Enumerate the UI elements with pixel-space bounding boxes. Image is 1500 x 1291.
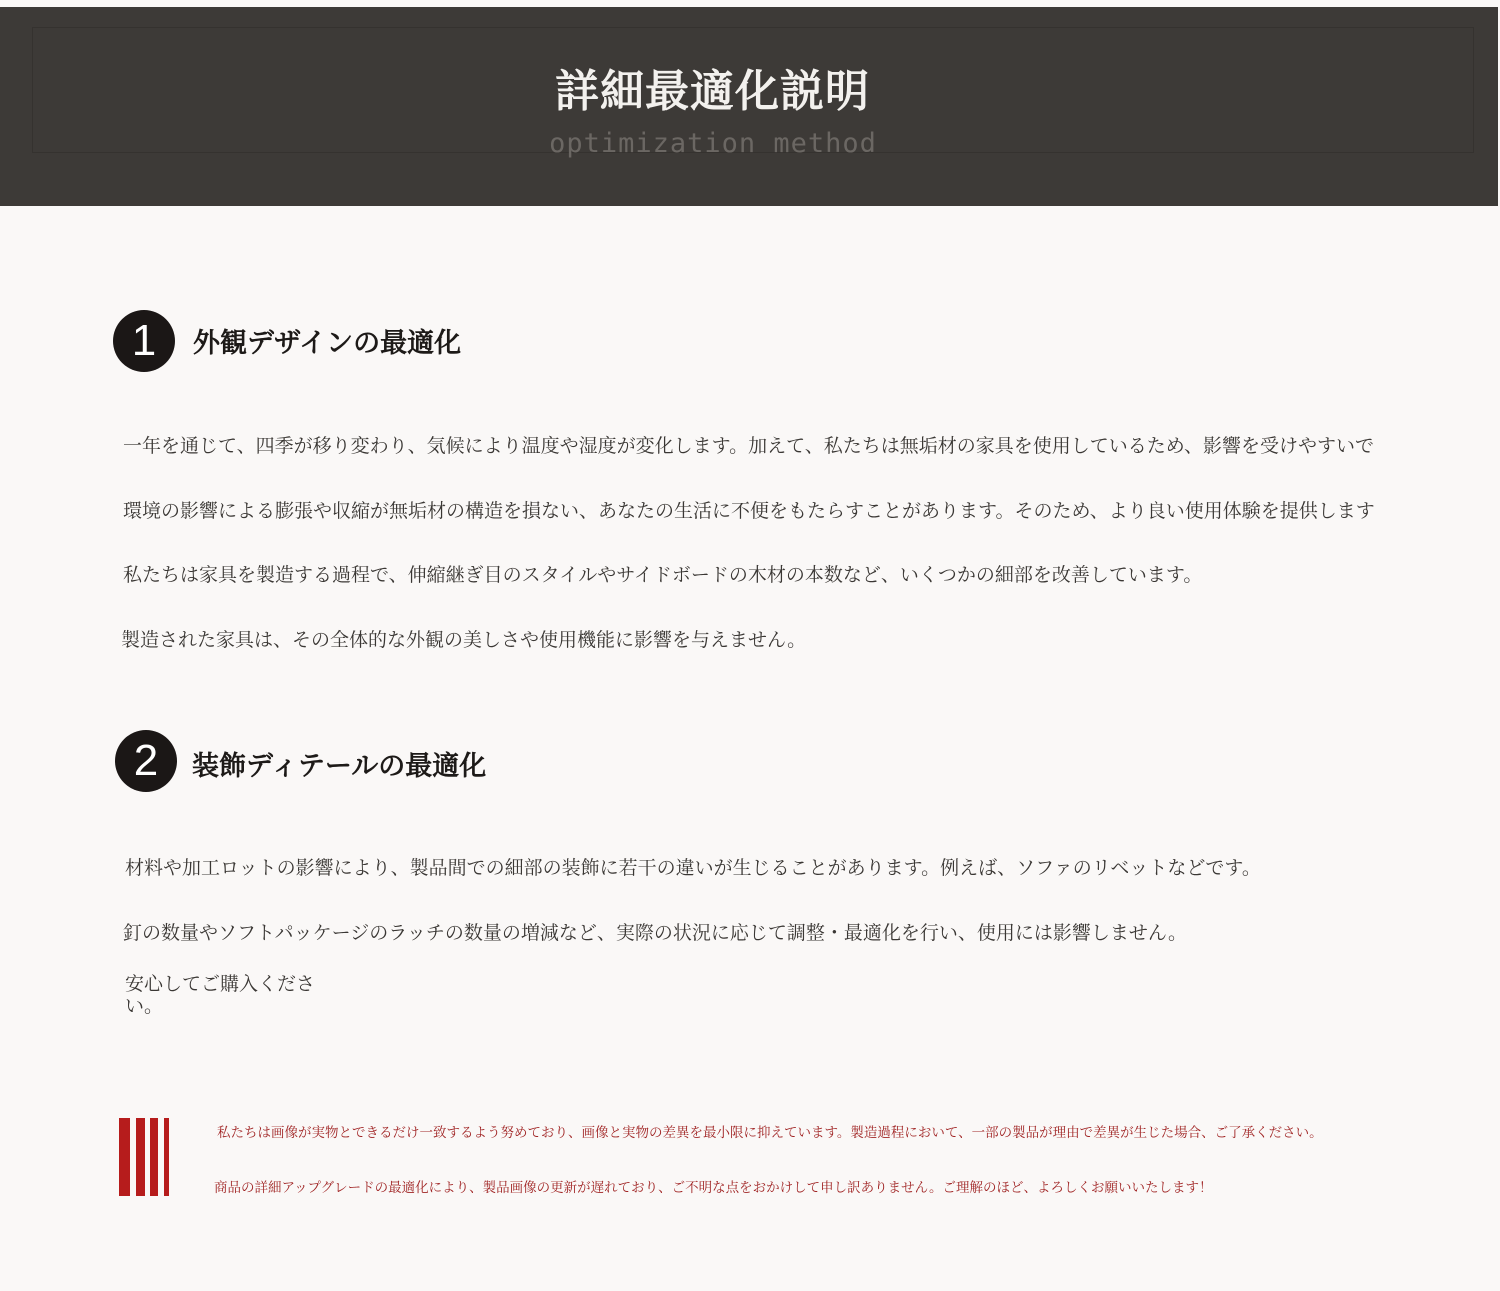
section-1-paragraph-3: 私たちは家具を製造する過程で、伸縮継ぎ目のスタイルやサイドボードの木材の本数など、いくつかの細部を改善しています。 bbox=[123, 564, 1203, 586]
notice-line-2: 商品の詳細アップグレードの最適化により、製品画像の更新が遅れており、ご不明な点をおかけして申し訳ありません。ご理解のほど、よろしくお願いいたします！ bbox=[214, 1180, 1213, 1196]
section-2-title: 装飾ディテールの最適化 bbox=[192, 751, 487, 782]
page-title: 詳細最適化説明 bbox=[555, 66, 870, 117]
section-2-paragraph-3: 安心してご購入ください。 bbox=[125, 973, 316, 1017]
section-2-number-badge: 2 bbox=[115, 730, 177, 792]
section-1-paragraph-1: 一年を通じて、四季が移り変わり、気候により温度や湿度が変化します。加えて、私たちは無垢材の家具を使用しているため、影響を受けやすいで bbox=[123, 435, 1374, 457]
notice-stripe bbox=[164, 1118, 169, 1196]
page-subtitle: optimization method bbox=[549, 128, 877, 159]
notice-stripe bbox=[136, 1118, 145, 1196]
notice-stripe bbox=[119, 1118, 130, 1196]
section-2-paragraph-2: 釘の数量やソフトパッケージのラッチの数量の増減など、実際の状況に応じて調整・最適化を行い、使用には影響しません。 bbox=[123, 922, 1188, 944]
section-1-paragraph-4: 製造された家具は、その全体的な外観の美しさや使用機能に影響を与えません。 bbox=[121, 629, 807, 651]
section-1-number-badge: 1 bbox=[113, 310, 175, 372]
section-1-title: 外観デザインの最適化 bbox=[193, 328, 462, 359]
notice-line-1: 私たちは画像が実物とできるだけ一致するよう努めており、画像と実物の差異を最小限に抑えています。製造過程において、一部の製品が理由で差異が生じた場合、ご了承ください。 bbox=[217, 1125, 1323, 1141]
section-1-paragraph-2: 環境の影響による膨張や収縮が無垢材の構造を損ない、あなたの生活に不便をもたらすことがあります。そのため、より良い使用体験を提供します bbox=[123, 500, 1375, 522]
notice-stripes-icon bbox=[119, 1118, 171, 1196]
section-2-paragraph-1: 材料や加工ロットの影響により、製品間での細部の装飾に若干の違いが生じることがあります。例えば、ソファのリベットなどです。 bbox=[125, 857, 1261, 879]
notice-stripe bbox=[150, 1118, 158, 1196]
